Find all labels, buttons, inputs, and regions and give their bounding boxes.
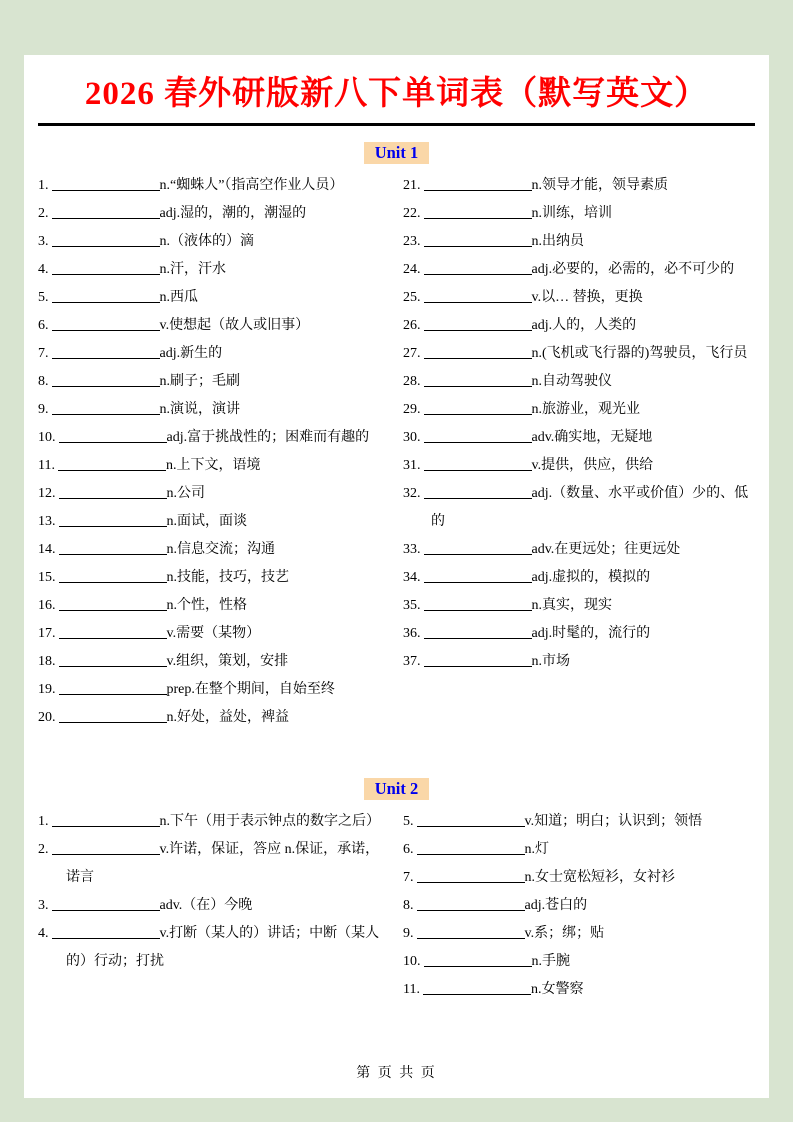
item-number: 8. [403, 898, 414, 913]
page-footer: 第 页 共 页 [356, 1066, 437, 1081]
item-definition: n.上下文，语境 [165, 458, 261, 473]
item-definition: v.打断（某人的）讲话；中断（某人的）行动；打扰 [66, 926, 380, 969]
answer-blank [424, 485, 532, 499]
unit-1-badge: Unit 1 [364, 142, 430, 164]
item-definition: n.(飞机或飞行器的)驾驶员，飞行员 [531, 346, 748, 361]
item-definition: v.以… 替换，更换 [531, 290, 643, 305]
item-number: 13. [38, 514, 56, 529]
item-number: 6. [403, 842, 414, 857]
worksheet-page [24, 55, 769, 1098]
word-item [38, 536, 390, 564]
word-item [403, 312, 755, 340]
unit-2-badge: Unit 2 [364, 778, 430, 800]
item-definition: n.自动驾驶仪 [531, 374, 612, 389]
item-number: 27. [403, 346, 421, 361]
item-number: 11. [403, 982, 420, 997]
item-definition: n.西瓜 [159, 290, 198, 305]
answer-blank [59, 485, 167, 499]
word-item [38, 396, 390, 424]
answer-blank [417, 869, 525, 883]
answer-blank [424, 953, 532, 967]
unit-2-right-column [403, 808, 755, 1004]
item-number: 23. [403, 234, 421, 249]
answer-blank [417, 813, 525, 827]
word-item [38, 592, 390, 620]
item-definition: n.训练，培训 [531, 206, 612, 221]
item-definition: adj.富于挑战性的；困难而有趣的 [166, 430, 370, 445]
item-number: 33. [403, 542, 421, 557]
item-number: 22. [403, 206, 421, 221]
word-item [38, 368, 390, 396]
item-definition: prep.在整个期间，自始至终 [166, 682, 335, 697]
item-definition: adv.确实地，无疑地 [531, 430, 653, 445]
item-definition: v.许诺，保证，答应 n.保证，承诺，诺言 [66, 842, 380, 885]
word-item [38, 424, 390, 452]
word-item [38, 480, 390, 508]
item-number: 1. [38, 178, 49, 193]
item-number: 25. [403, 290, 421, 305]
unit-2-header [38, 778, 755, 800]
item-number: 20. [38, 710, 56, 725]
word-item [403, 592, 755, 620]
answer-blank [52, 401, 160, 415]
answer-blank [423, 981, 531, 995]
answer-blank [424, 177, 532, 191]
word-item [403, 536, 755, 564]
item-number: 9. [403, 926, 414, 941]
answer-blank [59, 597, 167, 611]
item-number: 7. [403, 870, 414, 885]
item-definition: n.好处，益处，裨益 [166, 710, 289, 725]
answer-blank [59, 709, 167, 723]
item-number: 7. [38, 346, 49, 361]
word-item [38, 808, 390, 836]
answer-blank [424, 457, 532, 471]
item-number: 4. [38, 262, 49, 277]
item-definition: n.信息交流；沟通 [166, 542, 275, 557]
answer-blank [59, 653, 167, 667]
page-title: 2026 春外研版新八下单词表（默写英文） [38, 67, 755, 126]
item-number: 3. [38, 898, 49, 913]
word-item [403, 228, 755, 256]
item-definition: n.女警察 [530, 982, 584, 997]
answer-blank [424, 317, 532, 331]
item-definition: v.提供，供应，供给 [531, 458, 654, 473]
word-item [38, 172, 390, 200]
item-number: 5. [38, 290, 49, 305]
word-item [403, 424, 755, 452]
item-number: 14. [38, 542, 56, 557]
answer-blank [52, 261, 160, 275]
item-number: 35. [403, 598, 421, 613]
word-item [38, 676, 390, 704]
item-number: 16. [38, 598, 56, 613]
answer-blank [424, 653, 532, 667]
item-number: 24. [403, 262, 421, 277]
item-number: 15. [38, 570, 56, 585]
word-item [403, 480, 755, 536]
unit-1-header [38, 142, 755, 164]
answer-blank [424, 625, 532, 639]
answer-blank [59, 569, 167, 583]
answer-blank [52, 897, 160, 911]
item-definition: n.“蜘蛛人”（指高空作业人员） [159, 178, 344, 193]
item-number: 37. [403, 654, 421, 669]
word-item [38, 284, 390, 312]
item-definition: adv.在更远处；往更远处 [531, 542, 681, 557]
item-definition: n.手腕 [531, 954, 570, 969]
word-item [38, 836, 390, 892]
answer-blank [424, 345, 532, 359]
item-number: 1. [38, 814, 49, 829]
answer-blank [52, 373, 160, 387]
item-number: 4. [38, 926, 49, 941]
item-number: 2. [38, 206, 49, 221]
answer-blank [59, 541, 167, 555]
word-item [403, 564, 755, 592]
item-definition: n.刷子；毛刷 [159, 374, 240, 389]
answer-blank [424, 373, 532, 387]
answer-blank [424, 597, 532, 611]
item-number: 29. [403, 402, 421, 417]
answer-blank [52, 925, 160, 939]
item-definition: adj.湿的，潮的，潮湿的 [159, 206, 307, 221]
item-definition: v.需要（某物） [166, 626, 261, 641]
word-item [38, 508, 390, 536]
item-number: 18. [38, 654, 56, 669]
word-item [403, 948, 755, 976]
item-definition: n.下午（用于表示钟点的数字之后） [159, 814, 380, 829]
item-number: 19. [38, 682, 56, 697]
item-definition: n.旅游业，观光业 [531, 402, 640, 417]
answer-blank [52, 317, 160, 331]
item-definition: n.灯 [524, 842, 549, 857]
item-definition: adj.必要的，必需的，必不可少的 [531, 262, 735, 277]
answer-blank [59, 513, 167, 527]
item-number: 9. [38, 402, 49, 417]
item-definition: adj.苍白的 [524, 898, 588, 913]
unit-2-left-column [38, 808, 390, 1004]
word-item [38, 340, 390, 368]
item-definition: n.领导才能，领导素质 [531, 178, 668, 193]
item-definition: n.面试，面谈 [166, 514, 247, 529]
answer-blank [424, 429, 532, 443]
item-definition: adj.新生的 [159, 346, 223, 361]
item-number: 30. [403, 430, 421, 445]
item-definition: n.女士宽松短衫，女衬衫 [524, 870, 675, 885]
answer-blank [58, 457, 166, 471]
item-definition: v.系；绑；贴 [524, 926, 605, 941]
word-item [403, 452, 755, 480]
answer-blank [417, 897, 525, 911]
word-item [38, 704, 390, 732]
word-item [403, 284, 755, 312]
item-number: 31. [403, 458, 421, 473]
item-definition: adj.虚拟的，模拟的 [531, 570, 651, 585]
item-number: 26. [403, 318, 421, 333]
word-item [403, 836, 755, 864]
word-item [38, 200, 390, 228]
item-definition: adj.人的，人类的 [531, 318, 637, 333]
word-item [403, 256, 755, 284]
item-definition: n.出纳员 [531, 234, 584, 249]
word-item [403, 340, 755, 368]
answer-blank [417, 841, 525, 855]
answer-blank [424, 541, 532, 555]
answer-blank [52, 289, 160, 303]
unit-2-columns [38, 808, 755, 1004]
item-number: 5. [403, 814, 414, 829]
word-item [403, 920, 755, 948]
item-number: 28. [403, 374, 421, 389]
item-definition: v.知道；明白；认识到；领悟 [524, 814, 703, 829]
word-item [403, 200, 755, 228]
word-item [403, 368, 755, 396]
word-item [38, 228, 390, 256]
item-number: 8. [38, 374, 49, 389]
word-item [38, 452, 390, 480]
word-item [403, 396, 755, 424]
word-item [38, 920, 390, 976]
answer-blank [424, 233, 532, 247]
answer-blank [424, 261, 532, 275]
item-number: 10. [403, 954, 421, 969]
item-definition: n.技能，技巧，技艺 [166, 570, 289, 585]
word-item [403, 976, 755, 1004]
item-definition: n.个性，性格 [166, 598, 247, 613]
item-number: 17. [38, 626, 56, 641]
answer-blank [424, 289, 532, 303]
answer-blank [52, 345, 160, 359]
item-number: 12. [38, 486, 56, 501]
word-item [403, 648, 755, 676]
item-number: 2. [38, 842, 49, 857]
answer-blank [417, 925, 525, 939]
item-definition: n.真实，现实 [531, 598, 612, 613]
item-definition: adj.时髦的，流行的 [531, 626, 651, 641]
item-definition: adv.（在）今晚 [159, 898, 253, 913]
word-item [38, 256, 390, 284]
word-item [403, 620, 755, 648]
unit-1-right-column [403, 172, 755, 732]
answer-blank [52, 177, 160, 191]
unit-1-columns [38, 172, 755, 732]
word-item [38, 892, 390, 920]
item-definition: n.市场 [531, 654, 570, 669]
word-item [403, 172, 755, 200]
answer-blank [59, 625, 167, 639]
answer-blank [52, 841, 160, 855]
item-definition: n.（液体的）滴 [159, 234, 254, 249]
item-definition: v.组织，策划，安排 [166, 654, 289, 669]
answer-blank [52, 205, 160, 219]
unit-1-left-column [38, 172, 390, 732]
item-definition: v.使想起（故人或旧事） [159, 318, 310, 333]
word-item [38, 648, 390, 676]
item-number: 11. [38, 458, 55, 473]
answer-blank [52, 813, 160, 827]
item-number: 3. [38, 234, 49, 249]
item-number: 36. [403, 626, 421, 641]
item-definition: n.演说，演讲 [159, 402, 240, 417]
word-item [403, 892, 755, 920]
answer-blank [424, 569, 532, 583]
item-number: 32. [403, 486, 421, 501]
answer-blank [59, 681, 167, 695]
word-item [38, 312, 390, 340]
item-definition: n.汗，汗水 [159, 262, 226, 277]
answer-blank [424, 205, 532, 219]
answer-blank [59, 429, 167, 443]
word-item [38, 620, 390, 648]
item-definition: adj.（数量、水平或价值）少的、低的 [431, 486, 749, 529]
item-number: 6. [38, 318, 49, 333]
answer-blank [52, 233, 160, 247]
item-number: 34. [403, 570, 421, 585]
word-item [403, 864, 755, 892]
answer-blank [424, 401, 532, 415]
word-item [38, 564, 390, 592]
word-item [403, 808, 755, 836]
item-number: 21. [403, 178, 421, 193]
item-definition: n.公司 [166, 486, 205, 501]
item-number: 10. [38, 430, 56, 445]
